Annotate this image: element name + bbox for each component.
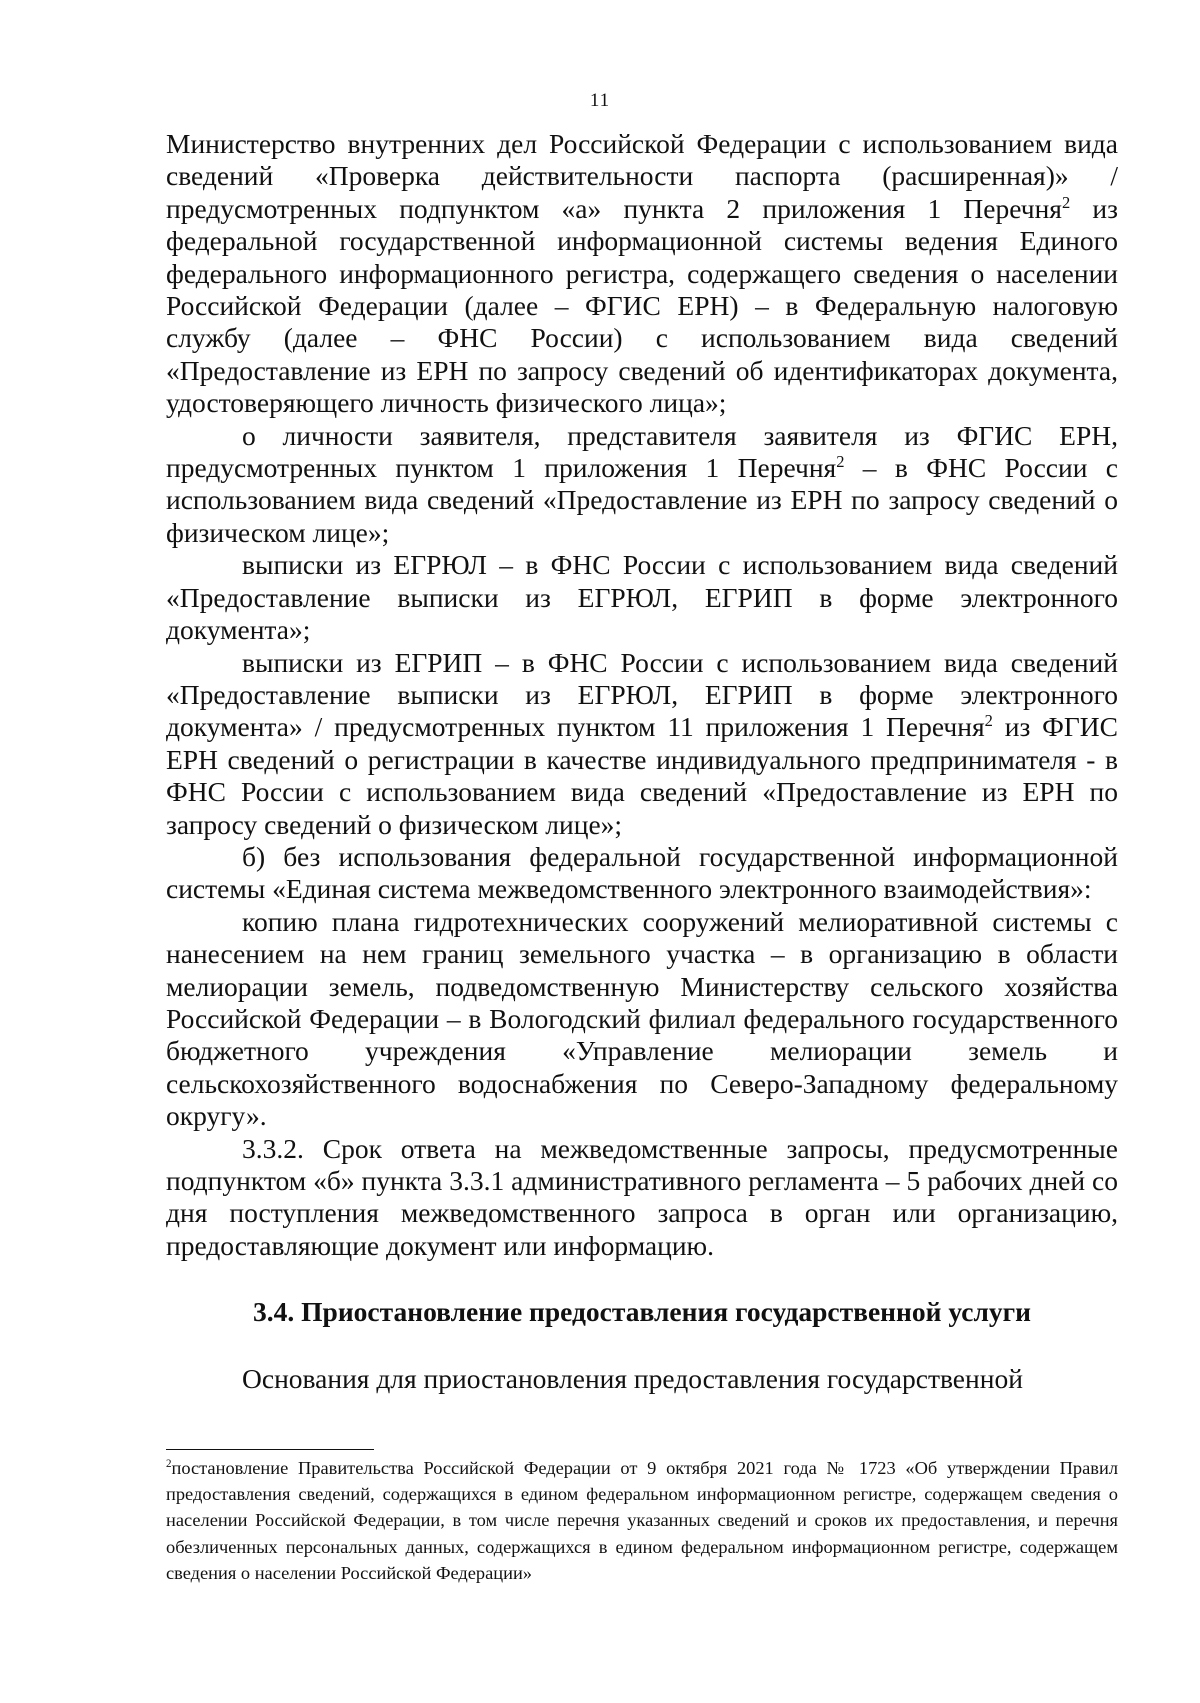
paragraph-text: копию плана гидротехнических сооружений мелиоративной системы с нанесением на нем границ земельного участка – в организацию в области мелиорации земель, подведомственную Министерству сельского хозяйства Российской Федерации – в Вологодский филиал федерального государственного бюджетного учреждения «Управление мелиорации земель и сельскохозяйственного водоснабжения по Северо-Западному федеральному округу». [166,905,1118,1132]
paragraph [166,841,1118,906]
paragraph-text: 3.3.2. Срок ответа на межведомственные запросы, предусмотренные подпунктом «б» пункта 3.3.1 административного регламента – 5 рабочих дней со дня поступления межведомственного запроса в орган или организацию, предоставляющие документ или информацию. [166,1132,1118,1261]
paragraph-text: о личности заявителя, представителя заявителя из ФГИС ЕРН, предусмотренных пунктом 1 приложения 1 Перечня [166,419,1118,484]
paragraph-text: Министерство внутренних дел Российской Федерации с использованием вида сведений «Проверка действительности паспорта (расширенная)» / предусмотренных подпунктом «а» пункта 2 приложения 1 Перечня [166,128,1118,224]
document-body [166,128,1118,1395]
paragraph-last: Основания для приостановления предоставления государственной [242,1362,1023,1394]
footnote-text: постановление Правительства Российской Федерации от 9 октября 2021 года № 1723 «Об утверждении Правил предоставления сведений, содержащихся в едином федеральном информационном регистре, содержащем сведения о населении Российской Федерации, в том числе перечня указанных сведений и сроков их предоставления, и перечня обезличенных персональных данных, содержащихся в едином федеральном информационном регистре, содержащем сведения о населении Российской Федерации» [166,1458,1118,1583]
paragraph-text: выписки из ЕГРИП – в ФНС России с использованием вида сведений «Предоставление выписки из ЕГРЮЛ, ЕГРИП в форме электронного документа» / предусмотренных пунктом 11 приложения 1 Перечня [166,646,1118,743]
paragraph [166,128,1118,420]
paragraph-text: из ФГИС ЕРН сведений о регистрации в качестве индивидуального предпринимателя - в ФНС России с использованием вида сведений «Предоставление из ЕРН по запросу сведений о физическом лице»; [166,711,1119,840]
paragraph [166,1133,1118,1263]
footnote [166,1455,1118,1586]
footnote-reference: 2 [1061,192,1071,212]
paragraph-text: б) без использования федеральной государственной информационной системы «Единая система межведомственного электронного взаимодействия»: [166,840,1118,905]
footnote-reference: 2 [984,711,993,731]
paragraph-list [166,128,1118,1262]
footnote-divider [166,1449,374,1450]
footnote-reference: 2 [836,451,845,471]
section-heading: 3.4. Приостановление предоставления государственной услуги [253,1296,1031,1328]
paragraph-text: выписки из ЕГРЮЛ – в ФНС России с использованием вида сведений «Предоставление выписки из ЕГРЮЛ, ЕГРИП в форме электронного документа»; [166,549,1118,646]
paragraph-text: из федеральной государственной информационной системы ведения Единого федерального информационного регистра, содержащего сведения о населении Российской Федерации (далее – ФГИС ЕРН) – в Федеральную налоговую службу (далее – ФНС России) с использованием вида сведений «Предоставление из ЕРН по запросу сведений об идентификаторах документа, удостоверяющего личность физического лица»; [166,192,1118,419]
paragraph [166,420,1118,550]
paragraph-text: – в ФНС России с использованием вида сведений «Предоставление из ЕРН по запросу сведений о физическом лице»; [166,452,1118,548]
page-number: 11 [589,90,611,111]
paragraph [166,906,1118,1133]
paragraph [166,647,1118,841]
paragraph [166,549,1118,646]
footnote-marker: 2 [166,1457,172,1470]
